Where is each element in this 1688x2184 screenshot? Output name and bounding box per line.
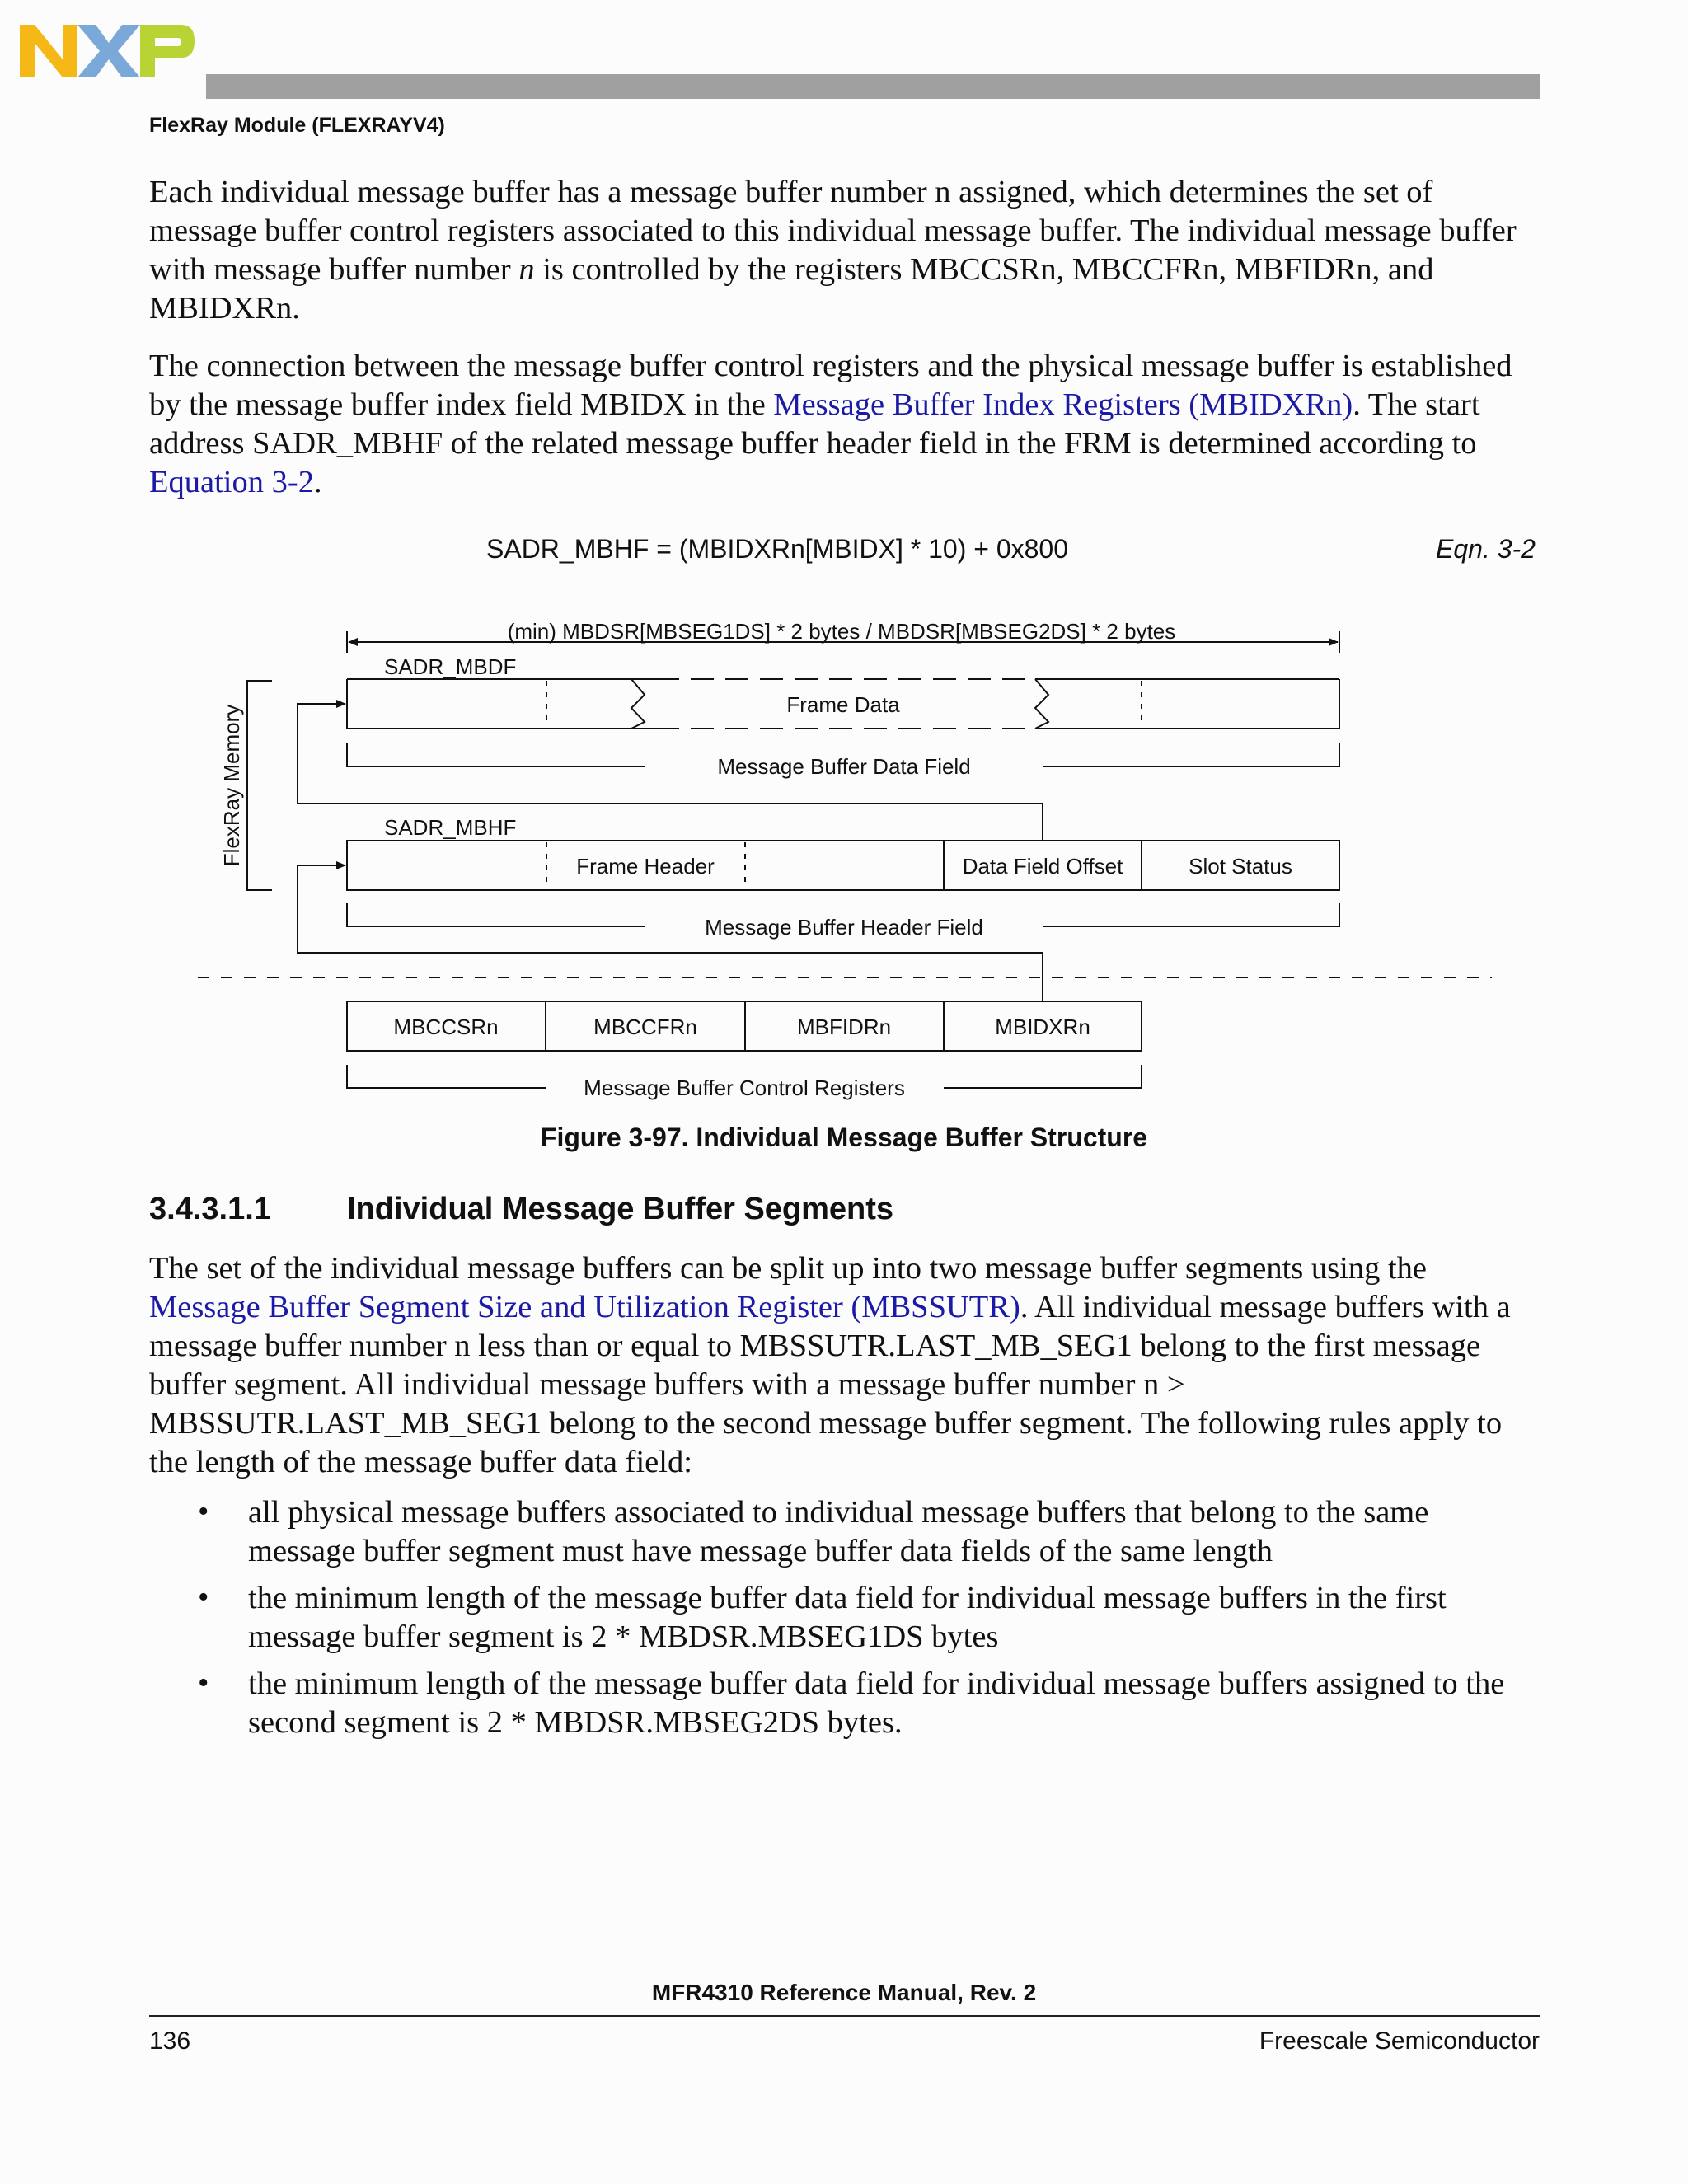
slot-status-label: Slot Status xyxy=(1189,854,1292,879)
memory-label: FlexRay Memory xyxy=(219,704,244,867)
p1-text-b: is controlled by the registers MBCCSRn, MBCCFRn, MBFIDRn, and MBIDXRn. xyxy=(149,252,1434,326)
bullet-item-2: the minimum length of the message buffer data field for individual message buffers in the first message buffer segment is 2 * MBDSR.MBSEG1DS bytes xyxy=(248,1581,1447,1654)
link-mbidxrn[interactable]: Message Buffer Index Registers (MBIDXRn) xyxy=(773,387,1353,422)
frame-data-label: Frame Data xyxy=(786,692,900,717)
equation: SADR_MBHF = (MBIDXRn[MBIDX] * 10) + 0x800 xyxy=(486,534,1068,564)
link-equation-3-2[interactable]: Equation 3-2 xyxy=(149,465,314,499)
memory-bracket xyxy=(247,681,272,890)
register-mbccsrn: MBCCSRn xyxy=(393,1015,499,1039)
sadr-mbhf-label: SADR_MBHF xyxy=(384,815,517,840)
bullet-item-3: the minimum length of the message buffer data field for individual message buffers assigned to the second segment is 2 * MBDSR.MBSEG2DS bytes. xyxy=(248,1666,1505,1740)
data-field-bracket-right xyxy=(1043,743,1339,766)
running-header: FlexRay Module (FLEXRAYV4) xyxy=(149,114,445,137)
figure-caption: Figure 3-97. Individual Message Buffer Structure xyxy=(540,1122,1148,1152)
control-registers-label: Message Buffer Control Registers xyxy=(584,1076,905,1100)
s1-text-b: . All individual message buffers with a message buffer number n less than or equal to MBSSUTR.LAST_MB_SEG1 belong to the first message buffer segment. All individual message buffers with a message buffer number n > MBSSUTR.LAST_MB_SEG1 belong to the second message buffer segment. The following rules apply to the length of the message buffer data field: xyxy=(149,1290,1511,1479)
p2-text-b: . The start address SADR_MBHF of the related message buffer header field in the FRM is determined according to xyxy=(149,387,1480,461)
p1-italic-n: n xyxy=(518,252,535,287)
section-title: Individual Message Buffer Segments xyxy=(347,1192,894,1226)
section-number: 3.4.3.1.1 xyxy=(149,1192,271,1226)
company-name: Freescale Semiconductor xyxy=(1259,2027,1540,2055)
bullet-marker-1: • xyxy=(198,1494,209,1529)
footer-rule xyxy=(149,2015,1540,2017)
equation-number: Eqn. 3-2 xyxy=(1436,534,1536,564)
break-left xyxy=(631,679,645,729)
data-field-bracket-left xyxy=(347,743,645,766)
register-mbidxrn: MBIDXRn xyxy=(995,1015,1090,1039)
s1-text-a: The set of the individual message buffers can be split up into two message buffer segments using the xyxy=(149,1251,1428,1286)
length-label: (min) MBDSR[MBSEG1DS] * 2 bytes / MBDSR[MBSEG2DS] * 2 bytes xyxy=(507,619,1176,644)
paragraph-segments xyxy=(149,1249,1542,1482)
break-right xyxy=(1035,679,1048,729)
data-field-label: Message Buffer Data Field xyxy=(717,754,971,779)
header-field-bracket-right xyxy=(1043,903,1339,926)
header-field-bracket-left xyxy=(347,903,645,926)
footer-title: MFR4310 Reference Manual, Rev. 2 xyxy=(651,1980,1037,2005)
page-number: 136 xyxy=(149,2027,191,2055)
register-mbfidrn: MBFIDRn xyxy=(796,1015,892,1039)
sadr-mbdf-label: SADR_MBDF xyxy=(384,654,517,679)
bullet-marker-3: • xyxy=(198,1666,209,1700)
p2-text-a: The connection between the message buffer control registers and the physical message buffer is established by the message buffer index field MBIDX in the xyxy=(149,349,1512,422)
control-registers-bracket-left xyxy=(347,1065,546,1088)
header-field-label: Message Buffer Header Field xyxy=(705,915,983,940)
p2-text-c: . xyxy=(313,465,322,499)
data-field-offset-label: Data Field Offset xyxy=(962,854,1123,879)
p1-text-a: Each individual message buffer has a message buffer number n assigned, which determines the set of message buffer control registers associated to this individual message buffer. The individual message buffer with message buffer number xyxy=(149,175,1517,287)
bullet-marker-2: • xyxy=(198,1580,209,1615)
control-registers-bracket-right xyxy=(944,1065,1142,1088)
register-mbccfrn: MBCCFRn xyxy=(593,1015,697,1039)
frame-header-label: Frame Header xyxy=(576,854,715,879)
link-mbssutr[interactable]: Message Buffer Segment Size and Utilization Register (MBSSUTR) xyxy=(149,1290,1020,1324)
bullet-item-1: all physical message buffers associated to individual message buffers that belong to the same message buffer segment must have message buffer data fields of the same length xyxy=(248,1495,1429,1568)
